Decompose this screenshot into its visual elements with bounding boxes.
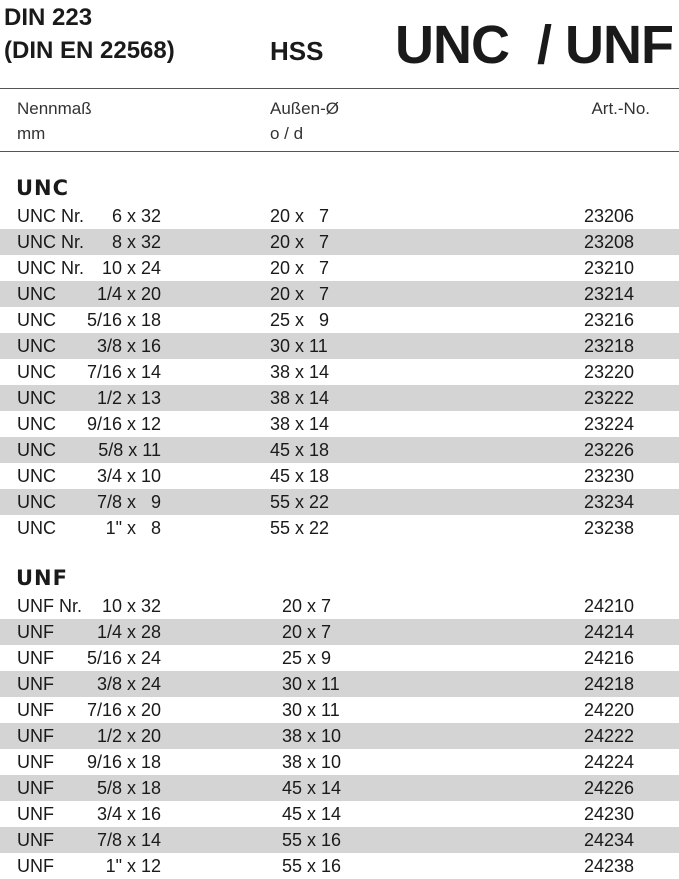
outer-diameter-cell: 25 x 9	[270, 310, 330, 330]
table-row	[0, 749, 679, 775]
table-row	[0, 593, 679, 619]
thread-type-cell: UNC	[17, 440, 56, 460]
article-number-cell: 23208	[583, 232, 634, 252]
outer-diameter-cell: 38 x 14	[270, 388, 330, 408]
thread-type-cell: UNF	[17, 856, 54, 876]
thread-size-cell: 1/4 x 28	[96, 622, 161, 642]
article-number-cell: 23220	[583, 362, 634, 382]
outer-diameter-cell: 20 x 7	[282, 596, 332, 616]
article-number-cell: 23206	[583, 206, 634, 226]
thread-type-cell: UNC	[17, 362, 56, 382]
thread-type-cell: UNF	[17, 726, 54, 746]
article-number-cell: 23234	[583, 492, 634, 512]
article-number-cell: 24218	[583, 674, 634, 694]
outer-diameter-cell: 38 x 14	[270, 362, 330, 382]
thread-title: UNC / UNF	[395, 15, 673, 75]
din-en-standard: (DIN EN 22568)	[4, 37, 175, 64]
table-row	[0, 229, 679, 255]
thread-size-cell: 8 x 32	[111, 232, 161, 252]
outer-diameter-cell: 20 x 7	[282, 622, 332, 642]
thread-type-cell: UNF	[17, 622, 54, 642]
article-number-label: Art.-No.	[591, 99, 650, 118]
table-row	[0, 671, 679, 697]
article-number-cell: 24220	[583, 700, 634, 720]
material-label: HSS	[270, 36, 324, 66]
article-number-cell: 23216	[583, 310, 634, 330]
article-number-cell: 24210	[583, 596, 634, 616]
thread-type-cell: UNC	[17, 492, 56, 512]
thread-type-cell: UNF	[17, 778, 54, 798]
outer-diameter-cell: 20 x 7	[270, 206, 330, 226]
outer-diameter-cell: 55 x 22	[270, 492, 330, 512]
thread-type-cell: UNC	[17, 466, 56, 486]
article-number-cell: 23210	[583, 258, 634, 278]
outer-diameter-cell: 20 x 7	[270, 284, 330, 304]
article-number-cell: 24216	[583, 648, 634, 668]
din-standard: DIN 223	[4, 4, 93, 31]
thread-size-cell: 3/8 x 16	[96, 336, 161, 356]
nominal-unit: mm	[17, 124, 46, 143]
table-row	[0, 203, 679, 229]
thread-size-cell: 10 x 24	[101, 258, 161, 278]
thread-size-cell: 1" x 12	[105, 856, 161, 876]
outer-diameter-cell: 38 x 14	[270, 414, 330, 434]
outer-diameter-cell: 25 x 9	[282, 648, 332, 668]
thread-size-cell: 7/16 x 14	[86, 362, 161, 382]
article-number-cell: 23230	[583, 466, 634, 486]
thread-type-cell: UNC	[17, 414, 56, 434]
thread-size-cell: 5/8 x 11	[98, 440, 161, 460]
thread-size-cell: 9/16 x 18	[86, 752, 161, 772]
thread-type-cell: UNF	[17, 830, 54, 850]
thread-type-cell: UNC	[17, 310, 56, 330]
thread-type-cell: UNC	[17, 284, 56, 304]
thread-size-cell: 5/16 x 24	[86, 648, 161, 668]
outer-diameter-cell: 30 x 11	[270, 336, 328, 356]
article-number-cell: 23226	[583, 440, 634, 460]
table-row	[0, 853, 679, 879]
outer-diameter-cell: 55 x 22	[270, 518, 330, 538]
thread-type-cell: UNF	[17, 674, 54, 694]
article-number-cell: 24234	[583, 830, 634, 850]
thread-size-cell: 1/2 x 13	[96, 388, 161, 408]
article-number-cell: 24222	[583, 726, 634, 746]
article-number-cell: 23214	[583, 284, 634, 304]
table-row	[0, 723, 679, 749]
table-row	[0, 489, 679, 515]
thread-size-cell: 3/4 x 10	[96, 466, 161, 486]
table-row	[0, 827, 679, 853]
nominal-label: Nennmaß	[17, 99, 92, 118]
thread-type-cell: UNF Nr.	[17, 596, 82, 616]
article-number-cell: 23218	[583, 336, 634, 356]
table-row	[0, 645, 679, 671]
table-row	[0, 775, 679, 801]
outer-diameter-cell: 45 x 18	[270, 440, 330, 460]
outer-diameter-label: Außen-Ø	[270, 99, 339, 118]
article-number-cell: 24226	[583, 778, 634, 798]
outer-diameter-cell: 55 x 16	[282, 830, 342, 850]
thread-type-cell: UNF	[17, 752, 54, 772]
thread-size-cell: 9/16 x 12	[86, 414, 161, 434]
outer-diameter-cell: 38 x 10	[282, 726, 342, 746]
table-row	[0, 411, 679, 437]
thread-size-cell: 1" x 8	[105, 518, 161, 538]
nominal-column-header	[17, 96, 92, 146]
table-row	[0, 307, 679, 333]
header-top-divider	[0, 88, 679, 89]
table-row	[0, 359, 679, 385]
thread-size-cell: 7/16 x 20	[86, 700, 161, 720]
thread-size-cell: 6 x 32	[111, 206, 161, 226]
outer-diameter-cell: 20 x 7	[270, 232, 330, 252]
thread-size-cell: 7/8 x 14	[96, 830, 161, 850]
thread-type-cell: UNC	[17, 518, 56, 538]
article-number-cell: 24230	[583, 804, 634, 824]
outer-diameter-cell: 38 x 10	[282, 752, 342, 772]
table-row	[0, 619, 679, 645]
thread-type-cell: UNF	[17, 804, 54, 824]
table-row	[0, 385, 679, 411]
outer-diameter-cell: 30 x 11	[282, 674, 340, 694]
article-number-cell: 24238	[583, 856, 634, 876]
header-bottom-divider	[0, 151, 679, 152]
table-row	[0, 463, 679, 489]
document-header	[0, 0, 679, 88]
thread-type-cell: UNC	[17, 336, 56, 356]
thread-type-cell: UNF	[17, 700, 54, 720]
outer-diameter-cell: 30 x 11	[282, 700, 340, 720]
article-number-cell: 23224	[583, 414, 634, 434]
table-row	[0, 515, 679, 541]
outer-diameter-cell: 20 x 7	[270, 258, 330, 278]
unc-section-title: UNC	[16, 176, 70, 200]
table-row	[0, 697, 679, 723]
thread-size-cell: 7/8 x 9	[96, 492, 161, 512]
table-row	[0, 281, 679, 307]
thread-type-cell: UNC Nr.	[17, 206, 84, 226]
thread-type-cell: UNF	[17, 648, 54, 668]
thread-size-cell: 10 x 32	[101, 596, 161, 616]
table-row	[0, 333, 679, 359]
table-row	[0, 801, 679, 827]
thread-size-cell: 1/4 x 20	[96, 284, 161, 304]
article-number-cell: 24224	[583, 752, 634, 772]
thread-type-cell: UNC Nr.	[17, 258, 84, 278]
unf-section-title: UNF	[16, 566, 68, 590]
thread-size-cell: 1/2 x 20	[96, 726, 161, 746]
table-row	[0, 437, 679, 463]
thread-type-cell: UNC	[17, 388, 56, 408]
article-number-cell: 23222	[583, 388, 634, 408]
outer-diameter-cell: 45 x 18	[270, 466, 330, 486]
article-number-cell: 23238	[583, 518, 634, 538]
thread-size-cell: 3/4 x 16	[96, 804, 161, 824]
thread-size-cell: 5/16 x 18	[86, 310, 161, 330]
thread-size-cell: 3/8 x 24	[96, 674, 161, 694]
outer-diameter-unit: o / d	[270, 124, 304, 143]
outer-diameter-cell: 55 x 16	[282, 856, 342, 876]
article-number-column-header	[591, 96, 650, 121]
outer-diameter-column-header	[270, 96, 339, 146]
thread-type-cell: UNC Nr.	[17, 232, 84, 252]
outer-diameter-cell: 45 x 14	[282, 778, 342, 798]
outer-diameter-cell: 45 x 14	[282, 804, 342, 824]
article-number-cell: 24214	[583, 622, 634, 642]
table-row	[0, 255, 679, 281]
thread-size-cell: 5/8 x 18	[96, 778, 161, 798]
